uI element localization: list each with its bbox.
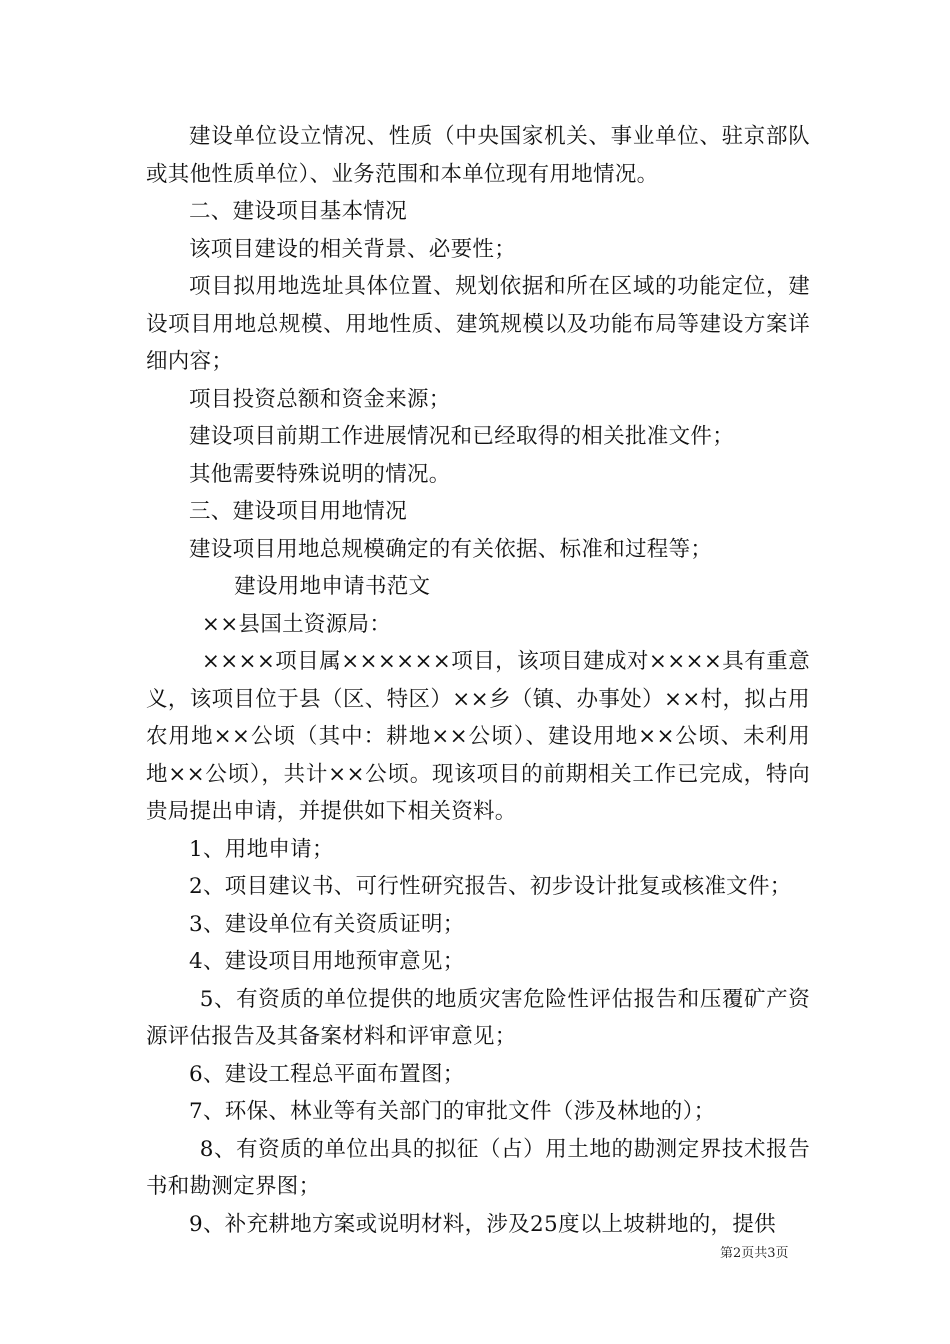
salutation: ××县国土资源局： — [201, 611, 392, 637]
sample-title: 建设用地申请书范文 — [234, 574, 431, 599]
list-item-2: 2、项目建议书、可行性研究报告、初步设计批复或核准文件； — [189, 874, 792, 899]
list-item-9: 9、补充耕地方案或说明材料，涉及25度以上坡耕地的，提供 — [189, 1211, 776, 1237]
paragraph-unit-info: 建设单位设立情况、性质（中央国家机关、事业单位、驻京部队或其他性质单位）、业务范围和本单位现有用地情况。 — [146, 124, 810, 187]
paragraph-other: 其他需要特殊说明的情况。 — [189, 461, 451, 487]
list-item-1: 1、用地申请； — [189, 836, 334, 862]
list-item-5: 5、有资质的单位提供的地质灾害危险性评估报告和压覆矿产资源评估报告及其备案材料和评审意见； — [146, 986, 810, 1049]
paragraph-site-location: 项目拟用地选址具体位置、规划依据和所在区域的功能定位，建设项目用地总规模、用地性质、建筑规模以及功能布局等建设方案详细内容； — [146, 274, 810, 374]
list-item-7: 7、环保、林业等有关部门的审批文件（涉及林地的）； — [189, 1099, 716, 1124]
list-item-8: 8、有资质的单位出具的拟征（占）用土地的勘测定界技术报告书和勘测定界图； — [146, 1136, 810, 1199]
list-item-6: 6、建设工程总平面布置图； — [189, 1061, 465, 1087]
document-body — [146, 118, 810, 1243]
paragraph-application-body: ××××项目属××××××项目，该项目建成对××××具有重意义，该项目位于县（区、特区）××乡（镇、办事处）××村，拟占用农用地××公顷（其中：耕地××公顷）、建设用地××公顷、未利用地××公顷），共计××公顷。现该项目的前期相关工作已完成，特向贵局提出申请，并提供如下相关资料。 — [146, 649, 810, 824]
heading-section-2: 二、建设项目基本情况 — [189, 199, 408, 224]
page-number: 第2页共3页 — [720, 1246, 789, 1261]
heading-section-3: 三、建设项目用地情况 — [189, 499, 408, 524]
paragraph-progress: 建设项目前期工作进展情况和已经取得的相关批准文件； — [189, 424, 735, 449]
list-item-4: 4、建设项目用地预审意见； — [189, 949, 465, 974]
paragraph-background: 该项目建设的相关背景、必要性； — [189, 236, 517, 262]
paragraph-investment: 项目投资总额和资金来源； — [189, 386, 451, 412]
paragraph-scale-basis: 建设项目用地总规模确定的有关依据、标准和过程等； — [189, 536, 713, 562]
list-item-3: 3、建设单位有关资质证明； — [189, 911, 465, 937]
